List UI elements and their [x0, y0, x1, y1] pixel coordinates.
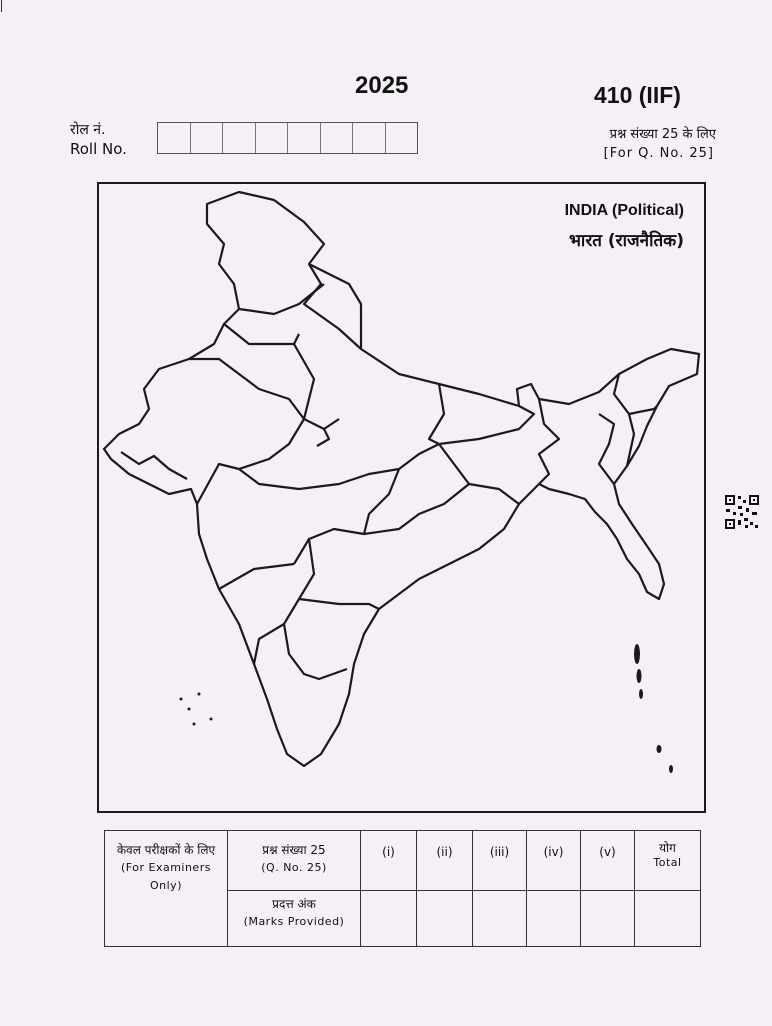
roll-label-english: Roll No. [70, 140, 127, 158]
roll-digit-box[interactable] [321, 123, 354, 153]
total-header-hindi: योग [659, 841, 676, 855]
examiner-marks-table [104, 830, 701, 947]
marks-entry-cell-iii[interactable] [473, 891, 527, 947]
roll-digit-box[interactable] [288, 123, 321, 153]
india-outline-map [99, 184, 704, 811]
examiners-only-hindi: केवल परीक्षकों के लिए [116, 843, 216, 857]
marks-entry-cell-v[interactable] [581, 891, 635, 947]
roll-label-hindi: रोल नं. [70, 122, 106, 138]
column-header-iii: (iii) [473, 831, 527, 891]
examiners-only-cell [105, 831, 228, 947]
examiners-only-english: (For Examiners Only) [121, 861, 211, 892]
map-title-english: INDIA (Political) [564, 202, 684, 219]
marks-entry-cell-i[interactable] [361, 891, 417, 947]
map-frame [97, 182, 706, 813]
column-header-v: (v) [581, 831, 635, 891]
question-number-english: (Q. No. 25) [261, 861, 327, 874]
column-header-iv: (iv) [527, 831, 581, 891]
roll-number-boxes[interactable] [157, 122, 418, 154]
map-title-hindi: भारत (राजनैतिक) [568, 231, 684, 251]
marks-provided-english: (Marks Provided) [243, 915, 345, 928]
marks-entry-cell-iv[interactable] [527, 891, 581, 947]
roll-digit-box[interactable] [256, 123, 289, 153]
question-ref-english: [For Q. No. 25] [603, 146, 714, 161]
roll-digit-box[interactable] [353, 123, 386, 153]
marks-provided-cell [228, 891, 361, 947]
column-header-i: (i) [361, 831, 417, 891]
question-number-cell [228, 831, 361, 891]
marks-entry-cell-total[interactable] [635, 891, 701, 947]
marks-provided-hindi: प्रदत्त अंक [272, 897, 316, 911]
roll-digit-box[interactable] [223, 123, 256, 153]
question-ref-hindi: प्रश्न संख्या 25 के लिए [609, 127, 716, 142]
paper-code: 410 (IIF) [594, 82, 681, 108]
roll-digit-box[interactable] [191, 123, 224, 153]
roll-digit-box[interactable] [386, 123, 418, 153]
total-header-cell [635, 831, 701, 891]
marks-entry-cell-ii[interactable] [417, 891, 473, 947]
qr-code-icon [724, 494, 760, 530]
total-header-english: Total [653, 856, 682, 869]
exam-year: 2025 [355, 72, 409, 99]
column-header-ii: (ii) [417, 831, 473, 891]
scan-edge-mark [1, 0, 2, 12]
question-number-hindi: प्रश्न संख्या 25 [262, 843, 326, 857]
roll-digit-box[interactable] [158, 123, 191, 153]
